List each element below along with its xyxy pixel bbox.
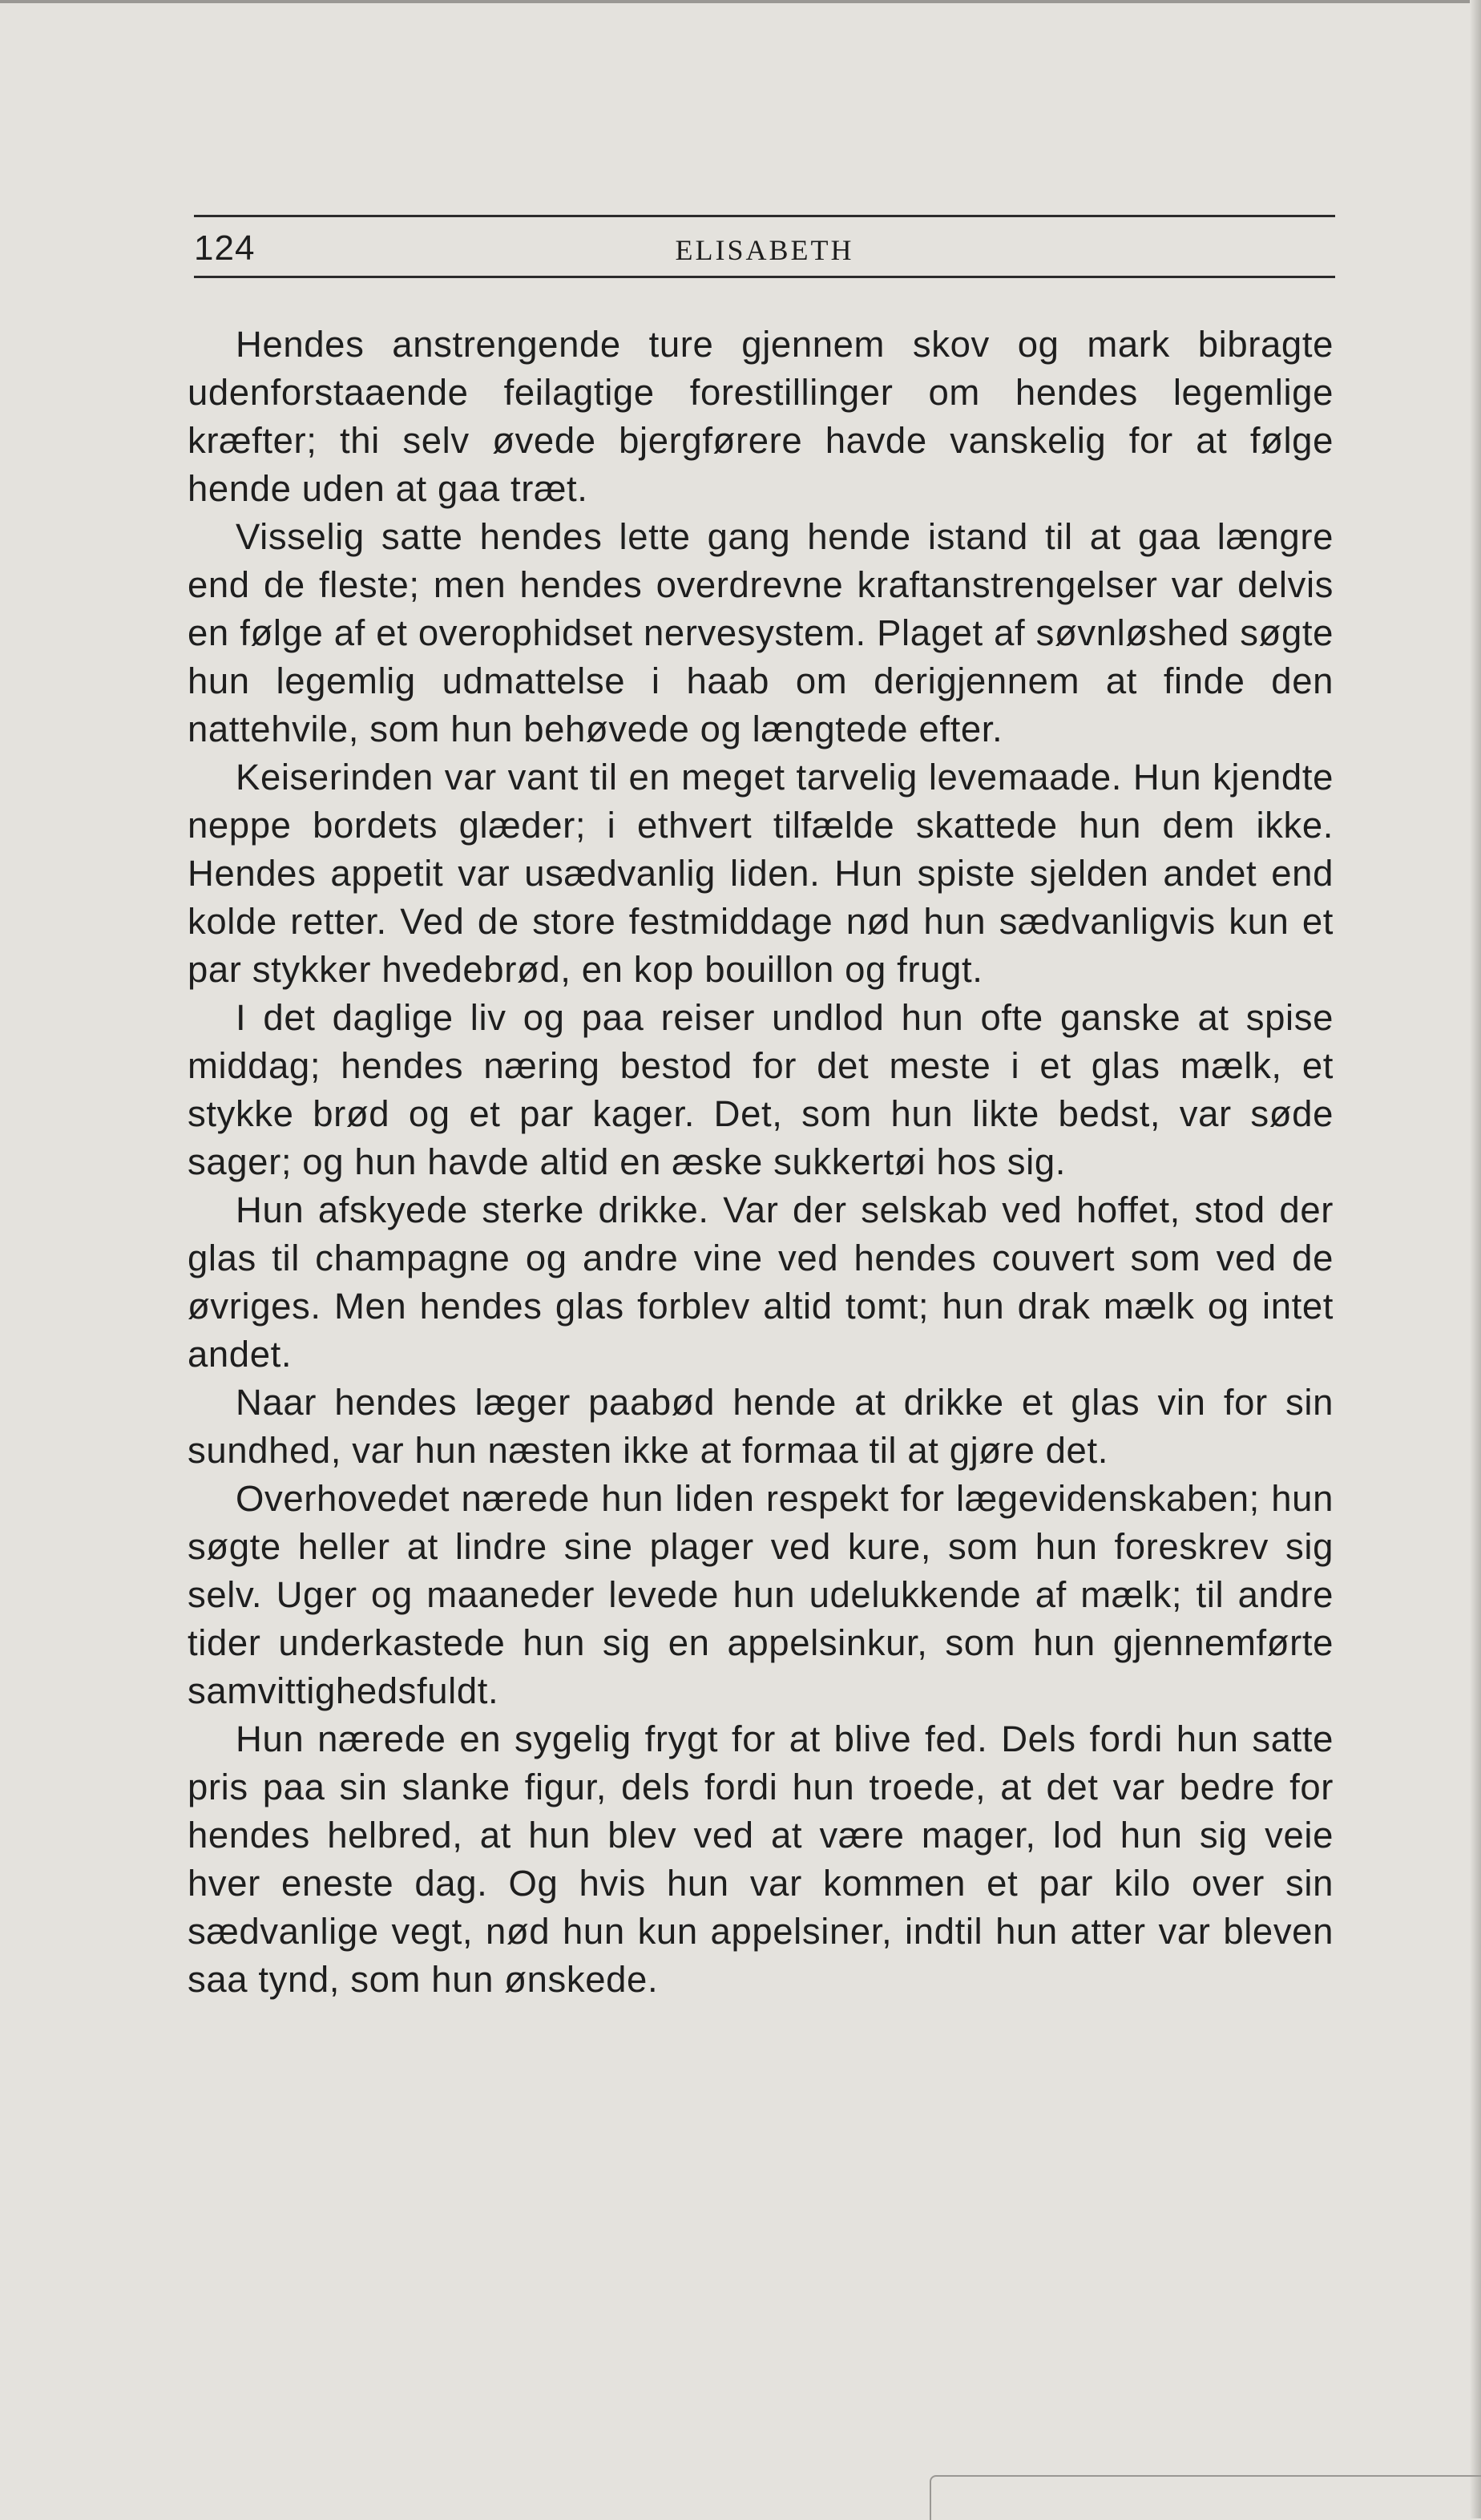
header-rule-top xyxy=(194,215,1335,217)
scan-corner-mark xyxy=(930,2475,1481,2520)
page-top-edge xyxy=(0,0,1481,3)
running-head: ELISABETH xyxy=(675,234,854,266)
page-header xyxy=(194,215,1335,279)
paragraph-5: Hun afskyede sterke drikke. Var der selskab ved hoffet, stod der glas til champagne og andre vine ved hendes couvert som ved de øvriges. Men hendes glas forblev altid tomt; hun drak mælk og intet andet. xyxy=(188,1189,1334,1375)
paragraph-4: I det daglige liv og paa reiser undlod hun ofte ganske at spise middag; hendes næring bestod for det meste i et glas mælk, et stykke brød og et par kager. Det, som hun likte bedst, var søde sager; og hun havde altid en æske sukkertøi hos sig. xyxy=(188,997,1334,1182)
paragraph-6: Naar hendes læger paabød hende at drikke et glas vin for sin sundhed, var hun næsten ikke at formaa til at gjøre det. xyxy=(188,1382,1334,1471)
paragraph-2: Visselig satte hendes lette gang hende istand til at gaa længre end de fleste; men hendes overdrevne kraftanstrengelser var delvis en følge af et overophidset nervesystem. Plaget af søvnløshed søgte hun legemlig udmattelse i haab om derigjennem at finde den nattehvile, som hun behøvede og længtede efter. xyxy=(188,516,1334,749)
paragraph-7: Overhovedet nærede hun liden respekt for lægevidenskaben; hun søgte heller at lindre sine plager ved kure, som hun foreskrev sig selv. Uger og maaneder levede hun udelukkende af mælk; til andre tider underkastede hun sig en appelsinkur, som hun gjennemførte samvittighedsfuldt. xyxy=(188,1478,1334,1711)
paragraph-1: Hendes anstrengende ture gjennem skov og mark bibragte udenforstaaende feilagtige forestillinger om hendes legemlige kræfter; thi selv øvede bjergførere havde vanskelig for at følge hende uden at gaa træt. xyxy=(188,324,1334,509)
paragraph-3: Keiserinden var vant til en meget tarvelig levemaade. Hun kjendte neppe bordets glæder; i ethvert tilfælde skattede hun dem ikke. Hendes appetit var usædvanlig liden. Hun spiste sjelden andet end kolde retter. Ved de store festmiddage nød hun sædvanligvis kun et par stykker hvedebrød, en kop bouillon og frugt. xyxy=(188,757,1334,990)
paragraph-8: Hun nærede en sygelig frygt for at blive fed. Dels fordi hun satte pris paa sin slanke figur, dels fordi hun troede, at det var bedre for hendes helbred, at hun blev ved at være mager, lod hun sig veie hver eneste dag. Og hvis hun var kommen et par kilo over sin sædvanlige vegt, nød hun kun appelsiner, indtil hun atter var bleven saa tynd, som hun ønskede. xyxy=(188,1718,1334,2000)
body-text xyxy=(188,321,1334,2004)
page-number: 124 xyxy=(194,228,256,268)
header-rule-bottom xyxy=(194,276,1335,278)
page-edge-shadow xyxy=(1470,0,1481,2518)
